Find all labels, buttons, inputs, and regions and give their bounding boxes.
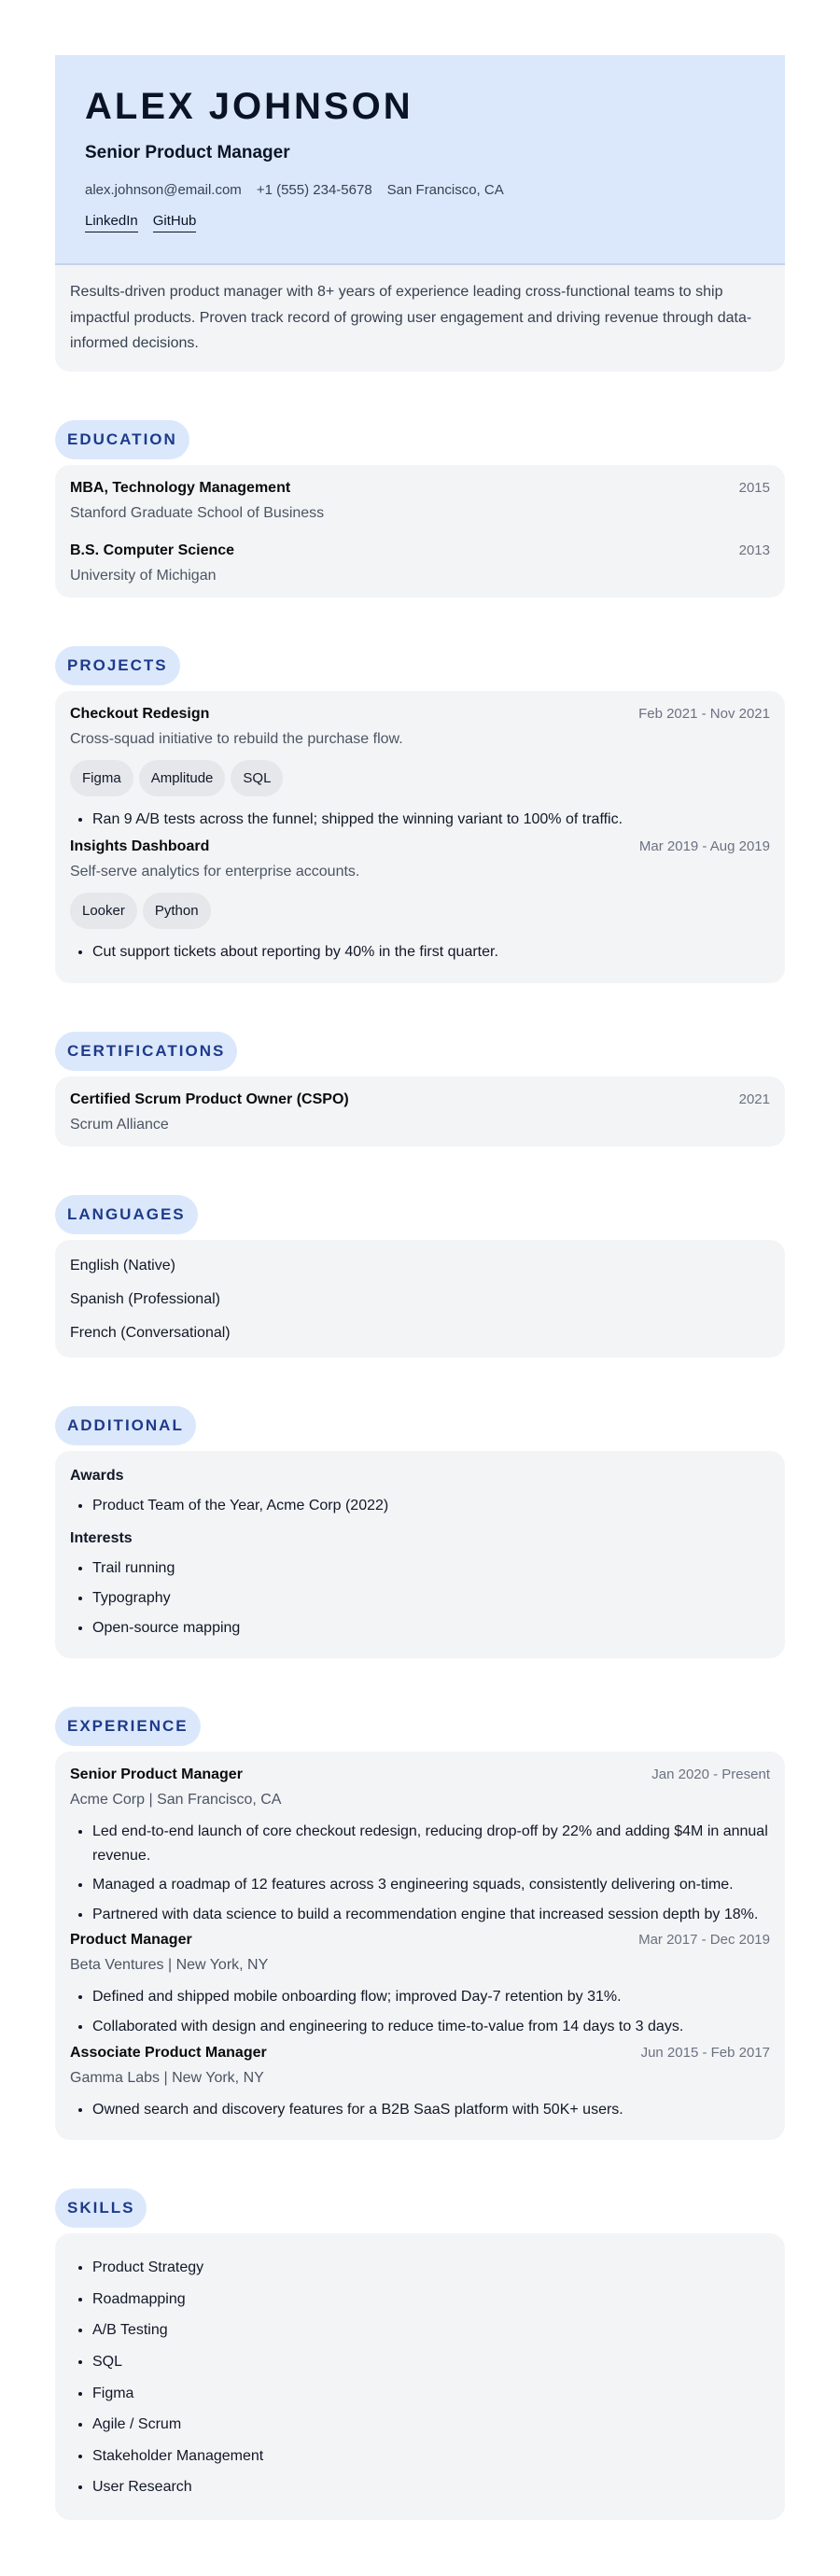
project-dates: Mar 2019 - Aug 2019 <box>638 838 770 855</box>
github-link[interactable]: GitHub <box>153 213 197 232</box>
graduation-year: 2015 <box>738 479 770 496</box>
job-company: Acme Corp | San Francisco, CA <box>70 1792 282 1809</box>
school: Stanford Graduate School of Business <box>70 504 325 521</box>
profile-links <box>85 213 755 232</box>
experience-entry <box>70 1767 770 1926</box>
project-name: Checkout Redesign <box>70 705 210 722</box>
job-dates: Jun 2015 - Feb 2017 <box>640 2044 770 2061</box>
job-dates: Jan 2020 - Present <box>651 1767 770 1783</box>
section-heading: SKILLS <box>55 2189 147 2228</box>
experience-card <box>55 1752 785 2140</box>
project-bullets <box>70 940 770 964</box>
summary: Results-driven product manager with 8+ years of experience leading cross-functional teams to ship impactful products. Proven track record of growing user engagement and driving revenue through data-informed decisions. <box>55 265 785 372</box>
skill-item: • Stakeholder Management <box>92 2444 770 2469</box>
interests-list <box>70 1556 770 1640</box>
bullet-item: • Partnered with data science to build a recommendation engine that increased session depth by 18%. <box>92 1903 770 1927</box>
job-role: Associate Product Manager <box>70 2044 267 2061</box>
skill-item: • A/B Testing <box>92 2318 770 2343</box>
language-item: Spanish (Professional) <box>70 1290 220 1307</box>
experience-entry <box>70 2045 770 2122</box>
job-bullets <box>70 1820 770 1926</box>
job-dates: Mar 2017 - Dec 2019 <box>638 1932 770 1949</box>
awards-heading: Awards <box>70 1467 124 1484</box>
projects-card <box>55 691 785 983</box>
contact-location: San Francisco, CA <box>386 182 504 198</box>
skill-item: • SQL <box>92 2350 770 2374</box>
skill-item: • Roadmapping <box>92 2287 770 2312</box>
additional-card <box>55 1451 785 1658</box>
bullet-item: • Led end-to-end launch of core checkout redesign, reducing drop-off by 22% and adding $4M in annual revenue. <box>92 1820 770 1867</box>
section-heading: EXPERIENCE <box>55 1707 201 1746</box>
certification-year: 2021 <box>738 1091 770 1107</box>
skill-item: • Agile / Scrum <box>92 2413 770 2437</box>
skills-card <box>55 2233 785 2520</box>
tag-list <box>70 760 770 796</box>
section-heading: CERTIFICATIONS <box>55 1032 237 1071</box>
languages-card <box>55 1240 785 1358</box>
skills-section <box>55 2189 785 2520</box>
bullet-item: • Defined and shipped mobile onboarding flow; improved Day-7 retention by 31%. <box>92 1985 770 2009</box>
job-bullets <box>70 1985 770 2038</box>
skill-item: • Figma <box>92 2382 770 2406</box>
education-card <box>55 465 785 598</box>
section-heading: EDUCATION <box>55 420 189 459</box>
education-entry <box>70 480 770 522</box>
project-bullets <box>70 808 770 832</box>
section-heading: LANGUAGES <box>55 1195 198 1234</box>
job-role: Product Manager <box>70 1932 192 1949</box>
tag: Figma <box>70 760 133 796</box>
experience-section <box>55 1707 785 2140</box>
resume-header <box>55 55 785 265</box>
project-entry <box>70 706 770 832</box>
candidate-name: ALEX JOHNSON <box>85 86 413 127</box>
language-item: French (Conversational) <box>70 1324 231 1341</box>
tag: Looker <box>70 893 137 929</box>
additional-section <box>55 1406 785 1658</box>
languages-section <box>55 1195 785 1358</box>
education-entry <box>70 542 770 584</box>
tag: Amplitude <box>139 760 226 796</box>
bullet-item: • Cut support tickets about reporting by 40% in the first quarter. <box>92 940 770 964</box>
job-role: Senior Product Manager <box>70 1767 243 1783</box>
education-section <box>55 420 785 598</box>
job-bullets <box>70 2098 770 2122</box>
award-item: • Product Team of the Year, Acme Corp (2022) <box>92 1494 770 1518</box>
job-company: Beta Ventures | New York, NY <box>70 1957 269 1974</box>
certification-issuer: Scrum Alliance <box>70 1116 169 1133</box>
school: University of Michigan <box>70 567 217 584</box>
tag: Python <box>143 893 211 929</box>
skills-list <box>70 2256 770 2499</box>
awards-list <box>70 1494 770 1518</box>
bullet-item: • Collaborated with design and engineering to reduce time-to-value from 14 days to 3 days. <box>92 2015 770 2039</box>
section-heading: PROJECTS <box>55 646 180 685</box>
certifications-section <box>55 1032 785 1147</box>
bullet-item: • Managed a roadmap of 12 features across 3 engineering squads, consistently delivering on-time. <box>92 1873 770 1897</box>
bullet-item: • Owned search and discovery features for a B2B SaaS platform with 50K+ users. <box>92 2098 770 2122</box>
project-dates: Feb 2021 - Nov 2021 <box>638 705 770 722</box>
degree: B.S. Computer Science <box>70 542 235 558</box>
graduation-year: 2013 <box>738 542 770 558</box>
job-company: Gamma Labs | New York, NY <box>70 2069 264 2086</box>
project-description: Cross-squad initiative to rebuild the purchase flow. <box>70 730 403 747</box>
candidate-title: Senior Product Manager <box>85 143 290 162</box>
language-item: English (Native) <box>70 1257 175 1274</box>
linkedin-link[interactable]: LinkedIn <box>85 213 138 232</box>
experience-entry <box>70 1932 770 2038</box>
project-name: Insights Dashboard <box>70 838 210 855</box>
contact-info <box>85 182 755 198</box>
degree: MBA, Technology Management <box>70 479 291 496</box>
interest-item: • Typography <box>92 1586 770 1611</box>
certification-entry <box>70 1091 770 1133</box>
certification-name: Certified Scrum Product Owner (CSPO) <box>70 1091 349 1107</box>
certifications-card <box>55 1077 785 1147</box>
skill-item: • User Research <box>92 2475 770 2499</box>
bullet-item: • Ran 9 A/B tests across the funnel; shipped the winning variant to 100% of traffic. <box>92 808 770 832</box>
skill-item: • Product Strategy <box>92 2256 770 2280</box>
interest-item: • Open-source mapping <box>92 1616 770 1640</box>
projects-section <box>55 646 785 983</box>
interest-item: • Trail running <box>92 1556 770 1581</box>
contact-phone: +1 (555) 234-5678 <box>256 182 372 198</box>
tag: SQL <box>231 760 283 796</box>
project-description: Self-serve analytics for enterprise accounts. <box>70 864 360 880</box>
section-heading: ADDITIONAL <box>55 1406 196 1445</box>
contact-email[interactable]: alex.johnson@email.com <box>85 182 242 198</box>
interests-heading: Interests <box>70 1530 133 1547</box>
project-entry <box>70 838 770 964</box>
tag-list <box>70 893 770 929</box>
